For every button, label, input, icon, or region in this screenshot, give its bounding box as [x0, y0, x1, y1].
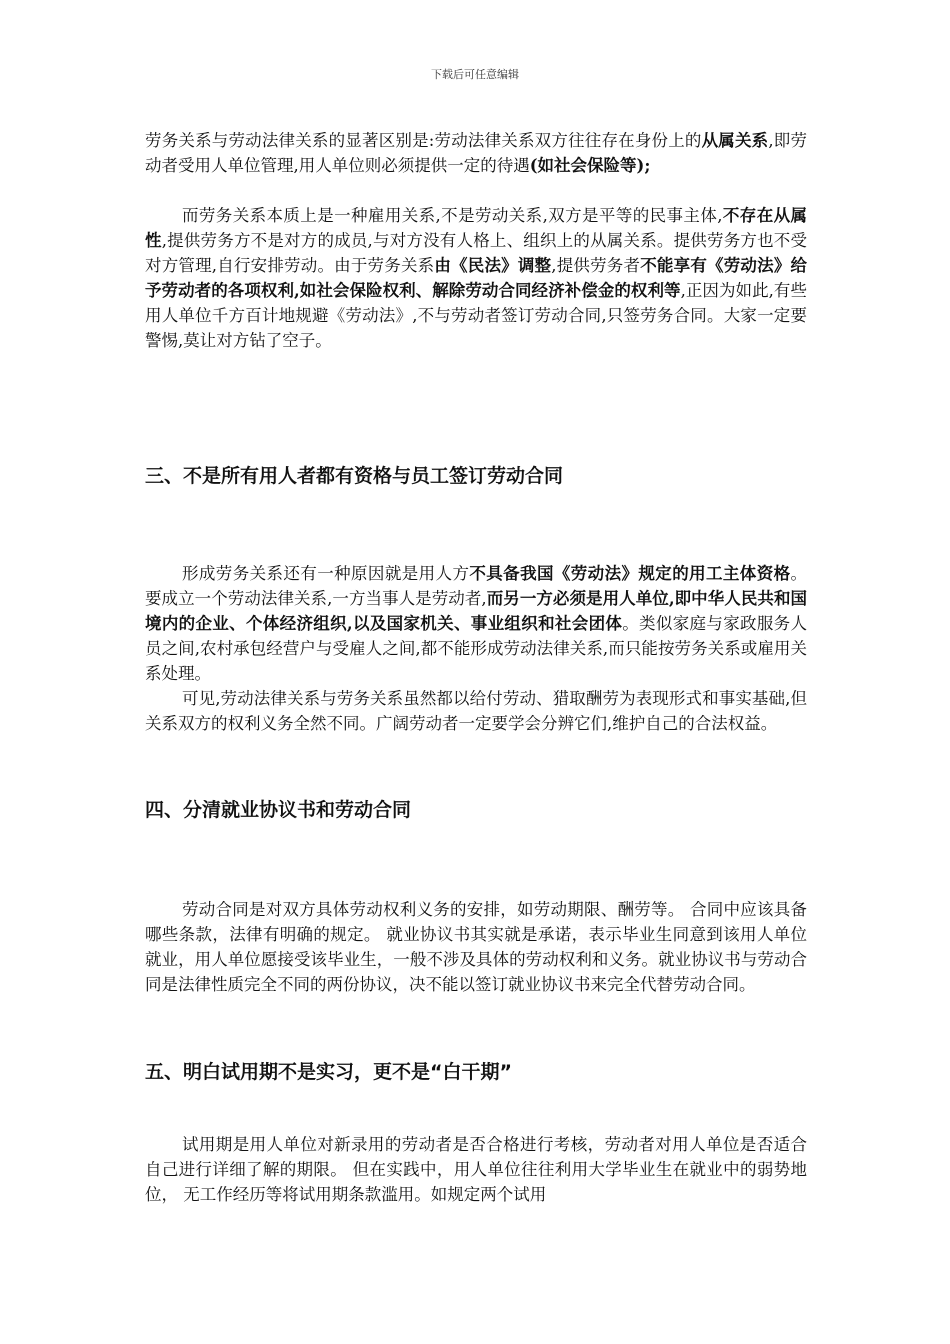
- bold-phrase: 由《民法》调整: [434, 256, 552, 275]
- bold-phrase: 不存在从属性: [145, 206, 807, 250]
- bold-phrase: 而另一方必须是用人单位,即中华人民共和国境内的企业、个体经济组织,以及国家机关、事业组织和社会团体: [145, 589, 807, 633]
- section-heading-5: 五、明白试用期不是实习，更不是“白干期”: [145, 1061, 512, 1083]
- paragraph-1: 劳务关系与劳动法律关系的显著区别是:劳动法律关系双方往往存在身份上的从属关系,即劳动者受用人单位管理,用人单位则必须提供一定的待遇(如社会保险等);: [145, 131, 808, 175]
- paragraph-3: 形成劳务关系还有一种原因就是用人方不具备我国《劳动法》规定的用工主体资格。要成立一个劳动法律关系,一方当事人是劳动者,而另一方必须是用人单位,即中华人民共和国境内的企业、个体经济组织,以及国家机关、事业组织和社会团体。类似家庭与家政服务人员之间,农村承包经营户与受雇人之间,都不能形成劳动法律关系,而只能按劳务关系或雇用关系处理。: [145, 564, 808, 683]
- page-header: 下载后可任意编辑: [431, 68, 519, 81]
- bold-phrase: 不具备我国《劳动法》规定的用工主体资格: [469, 564, 791, 583]
- paragraph-6: 试用期是用人单位对新录用的劳动者是否合格进行考核，劳动者对用人单位是否适合自己进行详细了解的期限。 但在实践中，用人单位往往利用大学毕业生在就业中的弱势地位， 无工作经历等将试用期条款滥用。如规定两个试用: [145, 1135, 807, 1204]
- bold-phrase: 从属关系: [701, 131, 769, 150]
- paragraph-5: 劳动合同是对双方具体劳动权利义务的安排，如劳动期限、酬劳等。 合同中应该具备哪些条款，法律有明确的规定。 就业协议书其实就是承诺，表示毕业生同意到该用人单位就业，用人单位愿接受该毕业生，一般不涉及具体的劳动权利和义务。就业协议书与劳动合同是法律性质完全不同的两份协议，决不能以签订就业协议书来完全代替劳动合同。: [145, 900, 807, 994]
- section-heading-3: 三、不是所有用人者都有资格与员工签订劳动合同: [145, 465, 564, 487]
- bold-phrase: 不能享有《劳动法》给予劳动者的各项权利,如社会保险权利、解除劳动合同经济补偿金的权利等: [145, 256, 808, 300]
- paragraph-2: 而劳务关系本质上是一种雇用关系,不是劳动关系,双方是平等的民事主体,不存在从属性,提供劳务方不是对方的成员,与对方没有人格上、组织上的从属关系。提供劳务方也不受对方管理,自行安排劳动。由于劳务关系由《民法》调整,提供劳务者不能享有《劳动法》给予劳动者的各项权利,如社会保险权利、解除劳动合同经济补偿金的权利等,正因为如此,有些用人单位千方百计地规避《劳动法》,不与劳动者签订劳动合同,只签劳务合同。大家一定要警惕,莫让对方钻了空子。: [145, 206, 808, 350]
- section-heading-4: 四、分清就业协议书和劳动合同: [145, 799, 412, 821]
- paragraph-4: 可见,劳动法律关系与劳务关系虽然都以给付劳动、猎取酬劳为表现形式和事实基础,但关系双方的权利义务全然不同。广阔劳动者一定要学会分辨它们,维护自己的合法权益。: [145, 689, 807, 733]
- bold-phrase: (如社会保险等);: [529, 156, 651, 175]
